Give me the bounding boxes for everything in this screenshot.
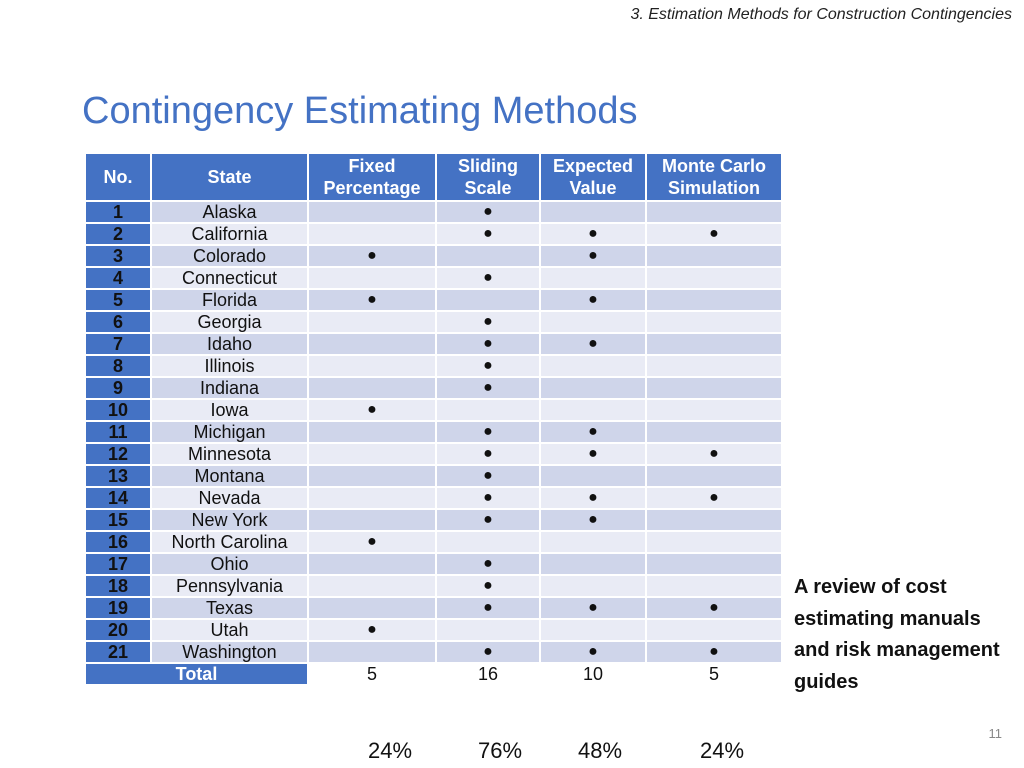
total-label: Total: [85, 663, 308, 685]
method-cell-fixed: [308, 201, 436, 223]
method-cell-monte: [646, 333, 782, 355]
method-cell-monte: ●: [646, 223, 782, 245]
state-name: Indiana: [151, 377, 308, 399]
pct-monte: 24%: [699, 738, 745, 763]
method-cell-sliding: ●: [436, 201, 540, 223]
method-cell-fixed: [308, 487, 436, 509]
method-cell-monte: ●: [646, 597, 782, 619]
method-cell-monte: [646, 421, 782, 443]
method-cell-monte: [646, 201, 782, 223]
state-name: Florida: [151, 289, 308, 311]
method-cell-monte: [646, 531, 782, 553]
table-row: [85, 465, 782, 487]
method-cell-expected: ●: [540, 641, 646, 663]
row-number: 4: [85, 267, 151, 289]
table-row: [85, 311, 782, 333]
table-row: [85, 355, 782, 377]
method-cell-expected: ●: [540, 509, 646, 531]
row-number: 5: [85, 289, 151, 311]
table-row: [85, 245, 782, 267]
method-cell-expected: [540, 399, 646, 421]
state-name: California: [151, 223, 308, 245]
header-expected-value: Expected Value: [540, 153, 646, 201]
method-cell-expected: ●: [540, 223, 646, 245]
method-cell-monte: [646, 465, 782, 487]
state-name: Pennsylvania: [151, 575, 308, 597]
state-name: Washington: [151, 641, 308, 663]
method-cell-monte: [646, 267, 782, 289]
method-cell-monte: [646, 289, 782, 311]
method-cell-expected: [540, 619, 646, 641]
method-cell-fixed: ●: [308, 289, 436, 311]
table-row: [85, 377, 782, 399]
page-number: 11: [988, 726, 1002, 741]
method-cell-expected: [540, 311, 646, 333]
table-row: [85, 575, 782, 597]
state-name: Colorado: [151, 245, 308, 267]
state-name: Georgia: [151, 311, 308, 333]
table-row: [85, 289, 782, 311]
table-row: [85, 619, 782, 641]
method-cell-fixed: ●: [308, 399, 436, 421]
table-row: [85, 641, 782, 663]
method-cell-fixed: [308, 355, 436, 377]
state-name: Nevada: [151, 487, 308, 509]
state-name: Montana: [151, 465, 308, 487]
sidebar-note: A review of cost estimating manuals and risk management guides: [794, 576, 1000, 693]
method-cell-expected: [540, 355, 646, 377]
method-cell-fixed: [308, 377, 436, 399]
method-cell-sliding: [436, 531, 540, 553]
header-sliding-scale: Sliding Scale: [436, 153, 540, 201]
method-cell-expected: ●: [540, 421, 646, 443]
method-cell-expected: ●: [540, 333, 646, 355]
method-cell-fixed: ●: [308, 531, 436, 553]
method-cell-monte: [646, 377, 782, 399]
row-number: 19: [85, 597, 151, 619]
method-cell-expected: [540, 201, 646, 223]
slide-title: Contingency Estimating Methods: [82, 90, 638, 132]
method-cell-monte: [646, 311, 782, 333]
method-cell-monte: [646, 575, 782, 597]
row-number: 14: [85, 487, 151, 509]
state-name: Michigan: [151, 421, 308, 443]
method-cell-sliding: ●: [436, 597, 540, 619]
method-cell-expected: [540, 267, 646, 289]
method-cell-fixed: [308, 597, 436, 619]
state-name: North Carolina: [151, 531, 308, 553]
state-name: Iowa: [151, 399, 308, 421]
method-cell-sliding: ●: [436, 355, 540, 377]
method-cell-expected: [540, 553, 646, 575]
method-cell-sliding: [436, 399, 540, 421]
total-expected: 10: [540, 663, 646, 685]
method-cell-expected: [540, 575, 646, 597]
method-cell-monte: [646, 245, 782, 267]
row-number: 9: [85, 377, 151, 399]
header-no: No.: [85, 153, 151, 201]
total-sliding: 16: [436, 663, 540, 685]
pct-expected: 48%: [577, 738, 623, 763]
state-name: Utah: [151, 619, 308, 641]
method-cell-fixed: [308, 267, 436, 289]
method-cell-monte: [646, 553, 782, 575]
state-name: Minnesota: [151, 443, 308, 465]
table-body: [85, 201, 782, 663]
row-number: 11: [85, 421, 151, 443]
method-cell-sliding: ●: [436, 267, 540, 289]
state-name: Connecticut: [151, 267, 308, 289]
method-cell-expected: [540, 531, 646, 553]
row-number: 18: [85, 575, 151, 597]
method-cell-sliding: ●: [436, 641, 540, 663]
table-row: [85, 531, 782, 553]
table-row: [85, 487, 782, 509]
method-cell-fixed: [308, 421, 436, 443]
state-name: Idaho: [151, 333, 308, 355]
table-row: [85, 223, 782, 245]
method-cell-fixed: [308, 465, 436, 487]
row-number: 7: [85, 333, 151, 355]
row-number: 10: [85, 399, 151, 421]
method-cell-sliding: [436, 289, 540, 311]
row-number: 13: [85, 465, 151, 487]
method-cell-fixed: [308, 311, 436, 333]
methods-table: [84, 152, 783, 686]
total-row: [85, 663, 782, 685]
method-cell-expected: ●: [540, 443, 646, 465]
row-number: 3: [85, 245, 151, 267]
state-name: Alaska: [151, 201, 308, 223]
method-cell-sliding: ●: [436, 487, 540, 509]
row-number: 17: [85, 553, 151, 575]
method-cell-fixed: [308, 641, 436, 663]
table-header-row: [85, 153, 782, 201]
table-row: [85, 333, 782, 355]
method-cell-expected: [540, 465, 646, 487]
header-title: 3. Estimation Methods for Construction Contingencies: [630, 6, 1012, 23]
method-cell-sliding: ●: [436, 575, 540, 597]
header-state: State: [151, 153, 308, 201]
method-cell-sliding: ●: [436, 333, 540, 355]
total-fixed: 5: [308, 663, 436, 685]
method-cell-fixed: ●: [308, 619, 436, 641]
header-fixed-percentage: Fixed Percentage: [308, 153, 436, 201]
method-cell-sliding: ●: [436, 553, 540, 575]
method-cell-monte: [646, 399, 782, 421]
pct-fixed: 24%: [367, 738, 413, 763]
table-row: [85, 553, 782, 575]
pct-sliding: 76%: [477, 738, 523, 763]
table-row: [85, 399, 782, 421]
method-cell-sliding: ●: [436, 465, 540, 487]
method-cell-monte: [646, 355, 782, 377]
table-row: [85, 267, 782, 289]
method-cell-monte: ●: [646, 641, 782, 663]
method-cell-sliding: ●: [436, 377, 540, 399]
state-name: Ohio: [151, 553, 308, 575]
table-row: [85, 509, 782, 531]
method-cell-fixed: [308, 575, 436, 597]
method-cell-monte: ●: [646, 487, 782, 509]
method-cell-fixed: [308, 443, 436, 465]
state-name: Illinois: [151, 355, 308, 377]
table-row: [85, 597, 782, 619]
table-row: [85, 421, 782, 443]
table-row: [85, 201, 782, 223]
method-cell-sliding: ●: [436, 443, 540, 465]
table-row: [85, 443, 782, 465]
method-cell-expected: ●: [540, 597, 646, 619]
row-number: 16: [85, 531, 151, 553]
method-cell-sliding: ●: [436, 421, 540, 443]
method-cell-sliding: ●: [436, 311, 540, 333]
method-cell-sliding: ●: [436, 509, 540, 531]
method-cell-fixed: [308, 223, 436, 245]
total-monte: 5: [646, 663, 782, 685]
method-cell-monte: [646, 619, 782, 641]
state-name: New York: [151, 509, 308, 531]
row-number: 12: [85, 443, 151, 465]
method-cell-fixed: ●: [308, 245, 436, 267]
method-cell-sliding: [436, 245, 540, 267]
row-number: 20: [85, 619, 151, 641]
method-cell-fixed: [308, 553, 436, 575]
method-cell-fixed: [308, 333, 436, 355]
method-cell-fixed: [308, 509, 436, 531]
method-cell-expected: ●: [540, 289, 646, 311]
row-number: 6: [85, 311, 151, 333]
row-number: 1: [85, 201, 151, 223]
row-number: 8: [85, 355, 151, 377]
method-cell-expected: ●: [540, 487, 646, 509]
state-name: Texas: [151, 597, 308, 619]
row-number: 2: [85, 223, 151, 245]
method-cell-sliding: [436, 619, 540, 641]
method-cell-sliding: ●: [436, 223, 540, 245]
row-number: 21: [85, 641, 151, 663]
method-cell-expected: [540, 377, 646, 399]
method-cell-monte: ●: [646, 443, 782, 465]
header-monte-carlo: Monte Carlo Simulation: [646, 153, 782, 201]
row-number: 15: [85, 509, 151, 531]
method-cell-expected: ●: [540, 245, 646, 267]
method-cell-monte: [646, 509, 782, 531]
